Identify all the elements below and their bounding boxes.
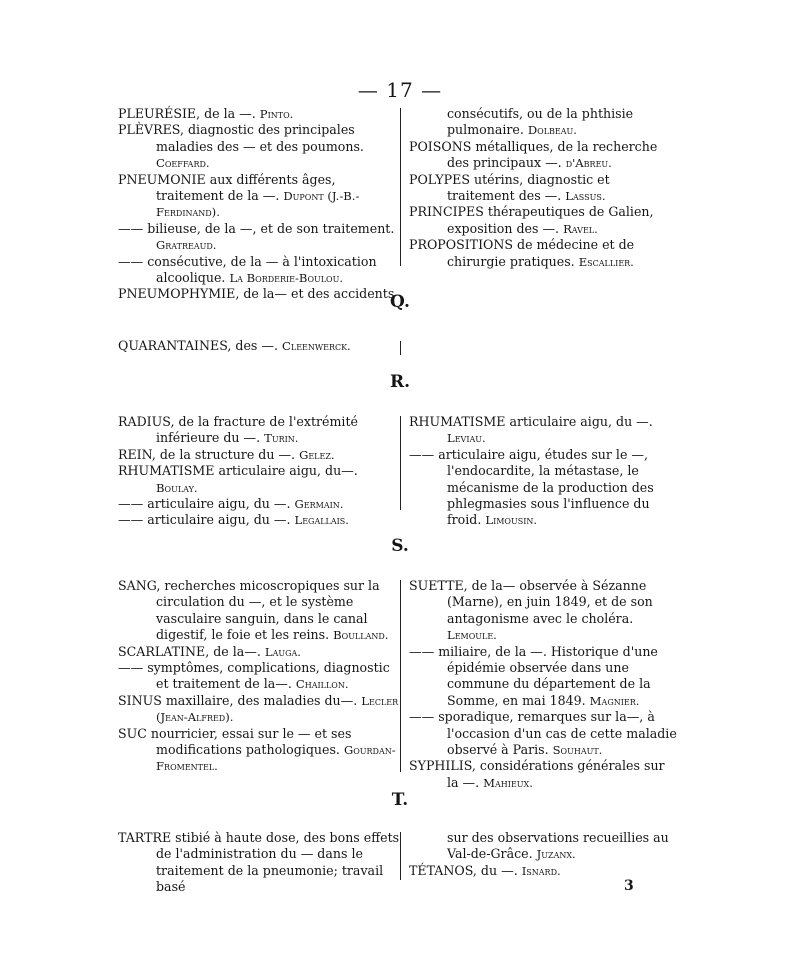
index-entry [409,830,680,863]
entry-text: RHUMATISME articulaire aigu, du —. [409,414,653,429]
index-entry [118,830,401,896]
index-entry [118,414,401,447]
index-entry [118,338,408,354]
index-entry [409,139,680,172]
entry-text: REIN, de la structure du —. [118,446,296,462]
entry-text: PNEUMOPHYMIE, de la— et des accidents [118,286,395,302]
left-column [118,106,401,303]
index-entry [118,578,401,644]
entry-author: Chaillon. [295,677,349,692]
index-entry [118,726,401,775]
entry-author: Juzanx. [536,847,576,862]
section-s [118,578,680,790]
entry-text: —— articulaire aigu, du —. [118,496,291,512]
entry-text: SYPHILIS, considérations générales sur la —. [409,758,665,790]
index-entry [409,863,680,879]
entry-author: La Borderie-Boulou. [229,271,344,286]
entry-author: Dupont (J.-B.-Ferdinand). [156,189,360,220]
index-entry [118,447,401,463]
entry-author: Turin. [264,431,299,446]
left-column [118,578,401,775]
entry-author: Pinto. [259,107,294,121]
entry-text: SUETTE, de la— observée à Sézanne (Marne), en juin 1849, et de son antagonisme avec le choléra. [409,578,653,626]
entry-text: PRINCIPES thérapeutiques de Galien, exposition des —. [409,204,654,236]
entry-author: Limousin. [485,513,538,528]
entry-author: Magnier. [589,693,640,708]
entry-text: consécutifs, ou de la phthisie pulmonaire. [447,106,634,138]
entry-author: Lauga. [264,644,301,659]
entry-text: QUARANTAINES, des —. [118,338,278,353]
section-letter-r: R. [389,372,411,392]
entry-author: Isnard. [521,863,561,878]
right-column [409,830,680,879]
entry-text: SCARLATINE, de la—. [118,643,261,659]
section-t [118,830,680,895]
entry-text: sur des observations recueillies au Val-de-Grâce. [447,830,669,862]
entry-author: d'Abreu. [565,156,612,171]
entry-text: SINUS maxillaire, des maladies du—. [118,692,358,708]
entry-text: PNEUMONIE aux différents âges, traitement de la —. [118,171,336,204]
entry-text: —— symptômes, complications, diagnostic et traitement de la—. [118,660,390,692]
index-entry [409,709,680,758]
entry-author: Lecler (Jean-Alfred). [156,693,399,725]
right-column [409,106,680,270]
entry-text: —— miliaire, de la —. Historique d'une épidémie observée dans une commune du département de la Somme, en mai 1849. [409,643,658,708]
page-number: — 17 — [357,78,443,102]
entry-author: Souhaut. [552,743,603,758]
entry-text: SUC nourricier, essai sur le — et ses modifications pathologiques. [118,725,352,758]
signature-mark: 3 [624,878,634,894]
entry-text: PLÈVRES, diagnostic des principales maladies des — et des poumons. [118,122,364,154]
entry-author: Boulland. [333,628,389,643]
index-entry [118,496,401,512]
entry-text: —— articulaire aigu, du —. [118,512,291,528]
entry-author: Lassus. [565,189,606,204]
index-entry [409,644,680,710]
entry-text: SANG, recherches micoscropiques sur la circulation du —, et le système vasculaire sanguin, dans le canal digestif, le foie et les reins. [118,578,380,643]
index-entry [118,693,401,726]
left-column [118,830,401,896]
entry-text: —— sporadique, remarques sur la—, à l'occasion d'un cas de cette maladie observé à Paris. [409,709,677,758]
index-entry [118,122,401,171]
entry-author: Germain. [294,497,344,512]
index-entry [118,660,401,693]
index-entry [409,106,680,139]
entry-text: POISONS métalliques, de la recherche des principaux —. [409,138,658,171]
entry-text: TARTRE stibié à haute dose, des bons effets de l'administration du — dans le traitement de la pneumonie; travail basé [118,830,400,895]
entry-author: Mahieux. [483,775,533,790]
entry-text: RHUMATISME articulaire aigu, du—. [118,463,358,479]
index-entry [409,414,680,447]
entry-text: PLEURÉSIE, de la —. [118,106,256,121]
section-letter-t: T. [391,790,409,810]
index-entry [118,512,401,528]
index-entry [118,463,401,496]
entry-author: Legallais. [294,513,349,528]
index-entry [118,644,401,660]
entry-text: —— consécutive, de la — à l'intoxication alcoolique. [118,253,377,286]
entry-text: PROPOSITIONS de médecine et de chirurgie pratiques. [409,237,635,269]
index-entry [409,447,680,529]
entry-author: Escallier. [578,254,634,269]
entry-author: Gelez. [299,447,335,462]
entry-author: Coeffard. [156,156,210,171]
section-p [118,106,680,302]
index-entry [118,254,401,287]
entry-author: Lemoule. [447,628,497,643]
index-entry [409,172,680,205]
left-column [118,414,401,529]
section-letter-s: S. [391,536,409,556]
section-r [118,414,680,528]
right-column [409,414,680,529]
entry-text: RADIUS, de la fracture de l'extrémité inférieure du —. [118,414,358,446]
index-entry [409,758,680,791]
entry-text: POLYPES utérins, diagnostic et traitement des —. [409,171,610,204]
entry-author: Gratreaud. [156,238,217,253]
entry-text: —— bilieuse, de la —, et de son traitement. [118,220,395,236]
index-entry [118,221,401,254]
section-q [118,338,680,358]
index-entry [409,578,680,644]
index-entry [409,204,680,237]
entry-author: Dolbeau. [527,123,577,138]
index-entry [409,237,680,270]
entry-author: Leviau. [447,431,486,446]
right-column [409,578,680,791]
entry-author: Ravel. [563,221,598,236]
entry-author: Gourdan-Fromentel. [156,743,396,774]
index-entry [118,172,401,221]
entry-text: TÉTANOS, du —. [409,862,518,878]
index-entry [118,106,401,122]
entry-author: Cleenwerck. [282,339,351,353]
entry-author: Boulay. [156,480,198,495]
left-column [118,338,408,354]
section-letter-q: Q. [390,292,410,312]
entry-text: —— articulaire aigu, études sur le —, l'endocardite, la métastase, le mécanisme de la production des phlegmasies sous l'influence du froid. [409,446,654,528]
